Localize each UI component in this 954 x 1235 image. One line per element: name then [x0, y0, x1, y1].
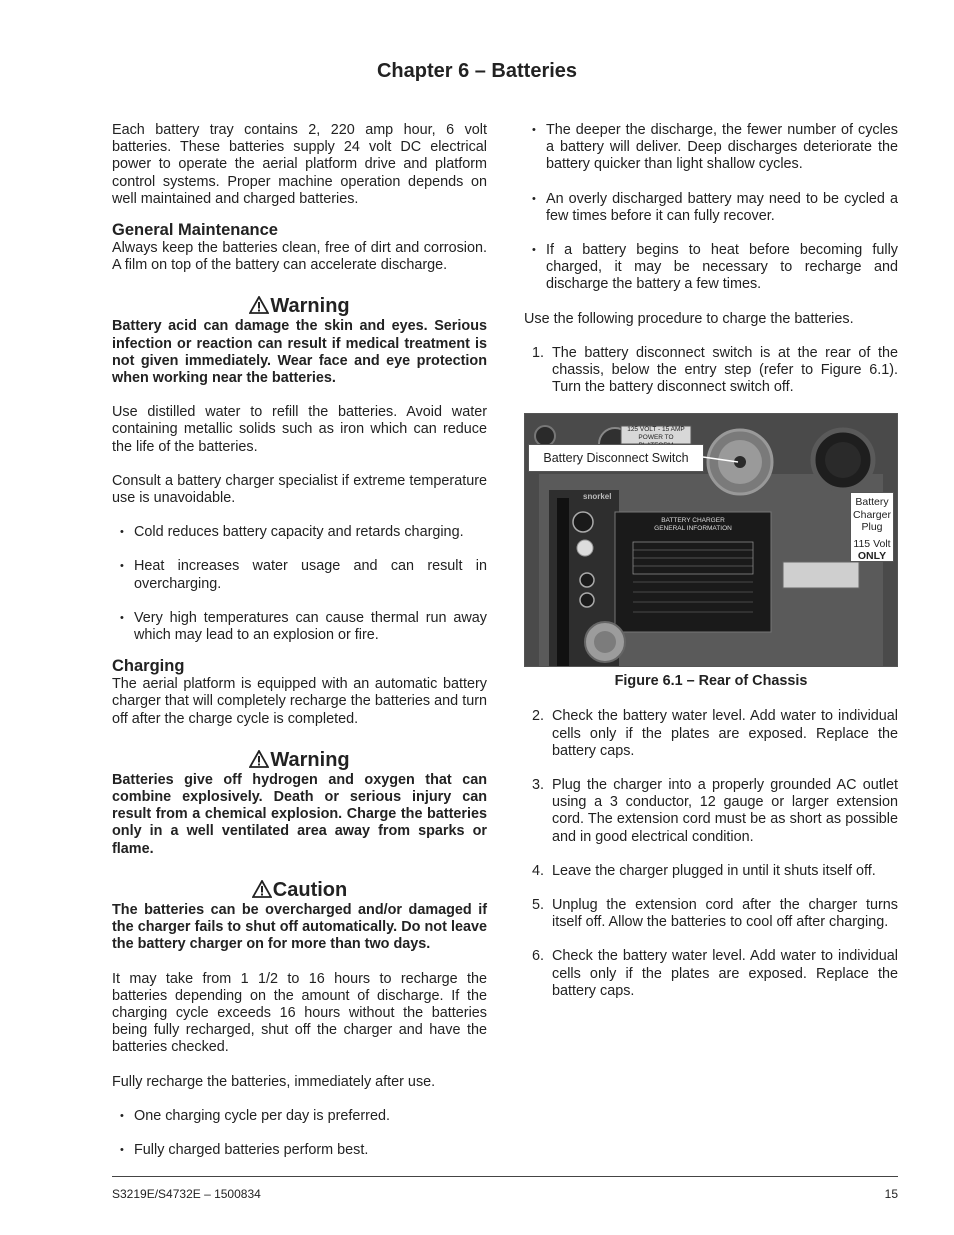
distilled-water-paragraph: Use distilled water to refill the batteries. Avoid water containing metallic solids such as iron which can reduce the life of the batteries.	[112, 404, 487, 455]
step-text: Leave the charger plugged in until it shuts itself off.	[552, 862, 876, 879]
charger-info-title-1: BATTERY CHARGER	[661, 517, 725, 525]
step-number: 2.	[532, 708, 545, 725]
list-item	[524, 948, 898, 1000]
left-column	[112, 122, 487, 1159]
step-number: 3.	[532, 777, 545, 794]
list-item: • The deeper the discharge, the fewer number of cycles a battery will deliver. Deep discharges deteriorate the battery quicker than light shallow cycles.	[524, 122, 898, 174]
general-maintenance-heading: General Maintenance	[112, 221, 278, 240]
list-item: • If a battery begins to heat before becoming fully charged, it may be necessary to recharge and discharge the battery a few times.	[524, 242, 898, 294]
caution-heading	[112, 878, 487, 902]
warning-2-title: Warning	[270, 748, 350, 771]
step-number: 4.	[532, 862, 545, 879]
top-label-line-2: POWER TO	[638, 434, 674, 442]
step-number: 1.	[532, 344, 545, 361]
plug-label-line: Charger	[853, 508, 891, 521]
recharge-time-paragraph: It may take from 1 1/2 to 16 hours to recharge the batteries depending on the amount of discharge. If the charging cycle exceeds 16 hours without the batteries being fully recharged, shut off the charger and have the batteries checked.	[112, 970, 487, 1056]
list-item: • Heat increases water usage and can result in overcharging.	[112, 558, 487, 592]
charging-text: The aerial platform is equipped with an automatic battery charger that will completely recharge the batteries and turn off after the charge cycle is completed.	[112, 676, 487, 727]
plug-voltage: 115 Volt	[853, 537, 891, 550]
top-label-line-1: 125 VOLT - 15 AMP	[627, 426, 685, 434]
list-item: • Fully charged batteries perform best.	[112, 1142, 487, 1159]
caution-triangle-icon	[252, 880, 272, 898]
list-item: • Very high temperatures can cause thermal run away which may lead to an explosion or fire.	[112, 610, 487, 644]
battery-disconnect-switch-callout: Battery Disconnect Switch	[528, 444, 704, 472]
caution-title: Caution	[272, 878, 348, 901]
step-text: The battery disconnect switch is at the rear of the chassis, below the entry step (refer to Figure 6.1). Turn the battery disconnect switch off.	[552, 344, 898, 396]
plug-label-line: Battery	[855, 496, 889, 509]
figure-rear-of-chassis	[524, 413, 898, 667]
warning-1-title: Warning	[270, 295, 350, 318]
procedure-intro: Use the following procedure to charge the batteries.	[524, 310, 854, 327]
fully-recharge-paragraph: Fully recharge the batteries, immediately after use.	[112, 1073, 436, 1090]
discharge-bullet-list	[524, 122, 898, 294]
plug-label-line: Plug	[861, 521, 883, 534]
step-number: 5.	[532, 897, 545, 914]
consult-paragraph: Consult a battery charger specialist if extreme temperature use is unavoidable.	[112, 472, 487, 507]
warning-2-text: Batteries give off hydrogen and oxygen that can combine explosively. Death or serious injury can result from a chemical explosion. Charge the batteries only in a well ventilated area away from sparks or flame.	[112, 771, 487, 857]
battery-charger-plug-callout	[850, 492, 894, 562]
procedure-step-1	[524, 345, 898, 397]
list-item: • Cold reduces battery capacity and retards charging.	[112, 524, 487, 541]
list-item	[524, 777, 898, 846]
step-text: Check the battery water level. Add water to individual cells only if the plates are exposed. Replace the battery caps.	[552, 948, 898, 999]
figure-caption: Figure 6.1 – Rear of Chassis	[614, 673, 808, 690]
step-text: Plug the charger into a properly grounded AC outlet using a 3 conductor, 12 gauge or larger extension cord. The extension cord must be as short as possible and in good electrical condition.	[552, 777, 898, 845]
list-item	[524, 345, 898, 397]
plug-only: ONLY	[857, 550, 887, 563]
brand-logo: snorkel	[583, 492, 612, 502]
list-item: • An overly discharged battery may need to be cycled a few times before it can fully recover.	[524, 191, 898, 225]
step-text: Unplug the extension cord after the charger turns itself off. Allow the batteries to cool off after charging.	[552, 897, 898, 931]
right-column	[524, 122, 898, 1000]
warning-triangle-icon	[249, 750, 269, 768]
warning-triangle-icon	[249, 296, 269, 314]
list-item	[524, 863, 898, 880]
warning-1-text: Battery acid can damage the skin and eyes. Serious infection or reaction can result if medical treatment is not given immediately. Wear face and eye protection when working near the batteries.	[112, 318, 487, 387]
list-item	[524, 897, 898, 931]
list-item	[524, 708, 898, 760]
caution-text: The batteries can be overcharged and/or damaged if the charger fails to shut off automatically. Do not leave the battery charger on for more than two days.	[112, 901, 487, 953]
page-number: 15	[884, 1187, 898, 1201]
procedure-steps	[524, 708, 898, 1000]
page-title: Chapter 6 – Batteries	[376, 60, 578, 82]
page-footer	[112, 1176, 898, 1201]
list-item: • One charging cycle per day is preferred.	[112, 1108, 487, 1125]
temperature-bullet-list	[112, 524, 487, 644]
step-text: Check the battery water level. Add water to individual cells only if the plates are exposed. Replace the battery caps.	[552, 708, 898, 759]
charging-heading: Charging	[112, 657, 185, 676]
general-maintenance-text: Always keep the batteries clean, free of dirt and corrosion. A film on top of the battery can accelerate discharge.	[112, 240, 487, 274]
intro-paragraph: Each battery tray contains 2, 220 amp hour, 6 volt batteries. These batteries supply 24 volt DC electrical power to operate the aerial platform drive and platform control systems. Proper machine operation depends on well maintained and charged batteries.	[112, 122, 487, 207]
step-number: 6.	[532, 948, 545, 965]
charging-bullet-list	[112, 1108, 487, 1159]
document-id: S3219E/S4732E – 1500834	[112, 1187, 261, 1201]
warning-2-heading	[112, 748, 487, 772]
warning-1-heading	[112, 294, 487, 318]
charger-info-title-2: GENERAL INFORMATION	[654, 524, 732, 532]
charger-info-plate	[615, 517, 771, 532]
